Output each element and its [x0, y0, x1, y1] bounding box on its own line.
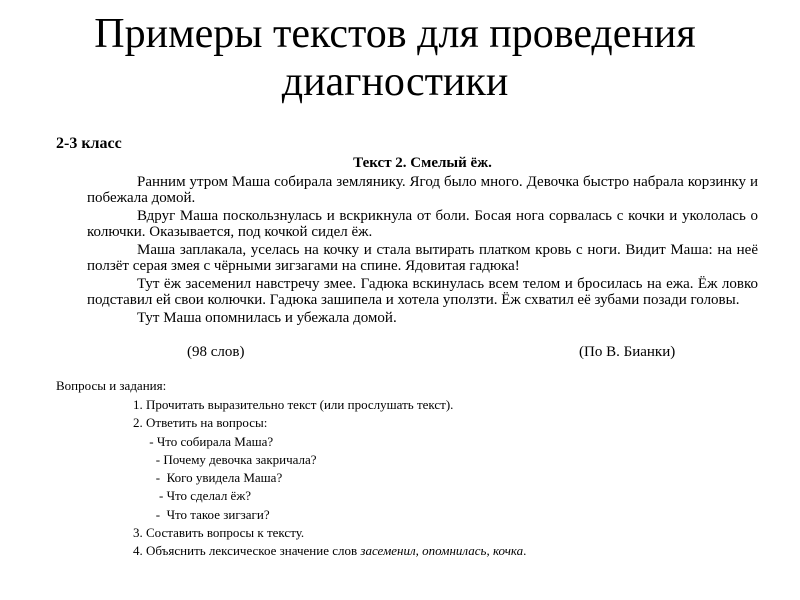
task-item: 3. Составить вопросы к тексту.: [133, 525, 305, 541]
story-text: [87, 174, 758, 328]
word-count: (98 слов): [187, 344, 245, 360]
paragraph: Вдруг Маша поскользнулась и вскрикнула от боли. Босая нога сорвалась с кочки и укололась о колючки. Оказывается, под кочкой сидел ёж.: [87, 208, 758, 240]
task-end: .: [523, 543, 527, 559]
slide-title: [0, 10, 790, 106]
paragraph: Ранним утром Маша собирала землянику. Ягод было много. Девочка быстро набрала корзинку и побежала домой.: [87, 174, 758, 206]
grade-label: 2-3 класс: [56, 135, 122, 152]
task-text: 4. Объяснить лексическое значение слов: [133, 543, 361, 559]
question-item: - Что сделал ёж?: [133, 488, 252, 504]
questions-heading: Вопросы и задания:: [56, 378, 167, 393]
text-title: Текст 2. Смелый ёж.: [353, 155, 492, 171]
task-item: [133, 542, 526, 560]
paragraph: Маша заплакала, уселась на кочку и стала вытирать платком кровь с ноги. Видит Маша: на неё ползёт серая змея с чёрными зигзагами на спине. Ядовитая гадюка!: [87, 242, 758, 274]
title-line-2: диагностики: [281, 59, 509, 105]
task-list: [133, 396, 526, 561]
task-item: 1. Прочитать выразительно текст (или прослушать текст).: [133, 397, 454, 412]
question-item: - Кого увидела Маша?: [133, 470, 283, 486]
task-item: 2. Ответить на вопросы:: [133, 415, 268, 431]
paragraph: Тут ёж засеменил навстречу змее. Гадюка вскинулась всем телом и бросилась на ежа. Ёж ловко подставил ей свои колючки. Гадюка зашипела и хотела уползти. Ёж схватил её зубами позади головы.: [87, 276, 758, 308]
question-item: - Что такое зигзаги?: [133, 506, 270, 522]
question-item: - Почему девочка закричала?: [133, 451, 317, 467]
author: (По В. Бианки): [579, 344, 676, 360]
question-item: - Что собирала Маша?: [133, 433, 274, 449]
paragraph: Тут Маша опомнилась и убежала домой.: [137, 310, 397, 326]
title-line-1: Примеры текстов для проведения: [94, 11, 696, 57]
task-words: засеменил, опомнилась, кочка: [360, 543, 524, 559]
